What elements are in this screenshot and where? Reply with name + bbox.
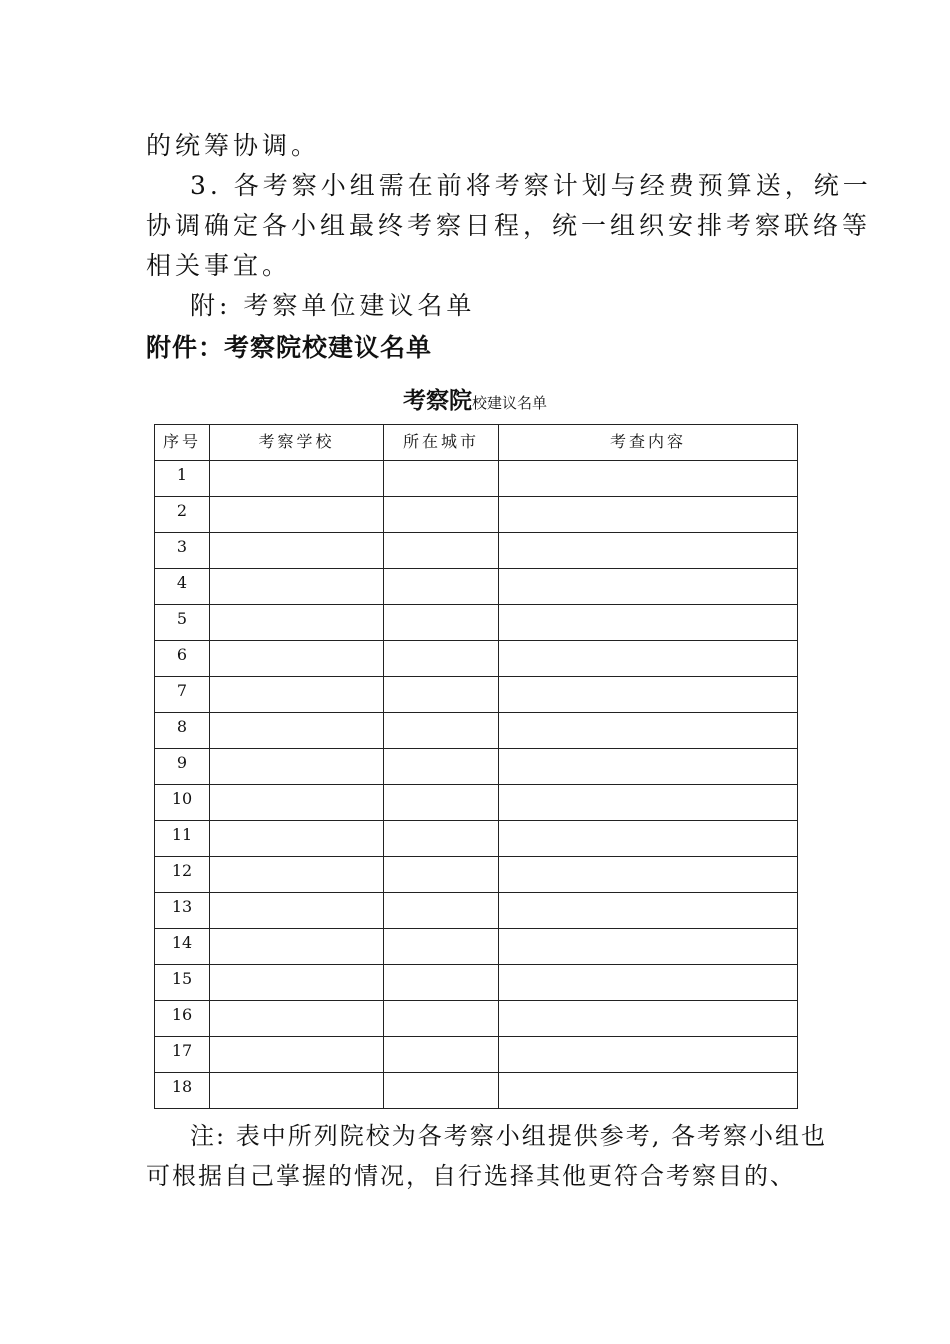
school-cell	[210, 857, 384, 893]
attachment-heading: 附件：考察院校建议名单	[146, 333, 433, 362]
table-body	[155, 461, 798, 1109]
city-cell	[384, 461, 499, 497]
table-title-main: 考察院	[402, 388, 472, 414]
content-cell	[499, 1073, 798, 1109]
table-row	[155, 821, 798, 857]
header-city: 所在城市	[384, 425, 499, 461]
table-row	[155, 569, 798, 605]
city-cell	[384, 749, 499, 785]
school-cell	[210, 713, 384, 749]
city-cell	[384, 1037, 499, 1073]
row-index: 8	[155, 713, 210, 749]
table-title	[0, 382, 950, 415]
school-list-table	[154, 424, 798, 1109]
content-cell	[499, 1001, 798, 1037]
city-cell	[384, 641, 499, 677]
table-row	[155, 965, 798, 1001]
content-cell	[499, 569, 798, 605]
city-cell	[384, 605, 499, 641]
content-cell	[499, 749, 798, 785]
school-cell	[210, 461, 384, 497]
school-cell	[210, 1037, 384, 1073]
city-cell	[384, 713, 499, 749]
row-index: 13	[155, 893, 210, 929]
school-cell	[210, 965, 384, 1001]
row-index: 14	[155, 929, 210, 965]
content-cell	[499, 641, 798, 677]
school-cell	[210, 893, 384, 929]
city-cell	[384, 569, 499, 605]
table-title-sub: 校建议名单	[471, 394, 547, 412]
content-cell	[499, 461, 798, 497]
row-index: 17	[155, 1037, 210, 1073]
table-row	[155, 461, 798, 497]
content-cell	[499, 677, 798, 713]
content-cell	[499, 857, 798, 893]
body-line-4: 相关事宜。	[146, 251, 292, 280]
note-line-2: 可根据自己掌握的情况，自行选择其他更符合考察目的、	[146, 1162, 796, 1190]
row-index: 5	[155, 605, 210, 641]
row-index: 2	[155, 497, 210, 533]
row-index: 12	[155, 857, 210, 893]
body-line-2: 3. 各考察小组需在前将考察计划与经费预算送，统一	[190, 171, 872, 200]
school-cell	[210, 497, 384, 533]
content-cell	[499, 533, 798, 569]
school-cell	[210, 749, 384, 785]
city-cell	[384, 533, 499, 569]
table-row	[155, 641, 798, 677]
content-cell	[499, 821, 798, 857]
city-cell	[384, 821, 499, 857]
city-cell	[384, 893, 499, 929]
school-cell	[210, 605, 384, 641]
content-cell	[499, 785, 798, 821]
city-cell	[384, 857, 499, 893]
row-index: 9	[155, 749, 210, 785]
row-index: 11	[155, 821, 210, 857]
header-content: 考查内容	[499, 425, 798, 461]
city-cell	[384, 677, 499, 713]
school-cell	[210, 569, 384, 605]
school-cell	[210, 1073, 384, 1109]
table-row	[155, 1073, 798, 1109]
city-cell	[384, 965, 499, 1001]
content-cell	[499, 929, 798, 965]
table-row	[155, 893, 798, 929]
table-row	[155, 785, 798, 821]
school-cell	[210, 533, 384, 569]
school-cell	[210, 929, 384, 965]
table-row	[155, 749, 798, 785]
city-cell	[384, 1001, 499, 1037]
school-cell	[210, 677, 384, 713]
city-cell	[384, 497, 499, 533]
table-row	[155, 857, 798, 893]
table-header-row	[155, 425, 798, 461]
table-row	[155, 677, 798, 713]
table-row	[155, 497, 798, 533]
city-cell	[384, 929, 499, 965]
school-cell	[210, 641, 384, 677]
note-line-1: 注: 表中所列院校为各考察小组提供参考, 各考察小组也	[190, 1122, 827, 1150]
row-index: 18	[155, 1073, 210, 1109]
body-line-1: 的统筹协调。	[146, 131, 321, 160]
content-cell	[499, 497, 798, 533]
table-row	[155, 533, 798, 569]
body-line-3: 协调确定各小组最终考察日程，统一组织安排考察联络等	[146, 211, 872, 240]
row-index: 6	[155, 641, 210, 677]
school-cell	[210, 785, 384, 821]
row-index: 3	[155, 533, 210, 569]
row-index: 1	[155, 461, 210, 497]
row-index: 4	[155, 569, 210, 605]
header-index: 序号	[155, 425, 210, 461]
city-cell	[384, 785, 499, 821]
content-cell	[499, 893, 798, 929]
table-row	[155, 605, 798, 641]
content-cell	[499, 605, 798, 641]
header-school: 考察学校	[210, 425, 384, 461]
table-row	[155, 1037, 798, 1073]
row-index: 7	[155, 677, 210, 713]
row-index: 16	[155, 1001, 210, 1037]
content-cell	[499, 713, 798, 749]
table-row	[155, 929, 798, 965]
city-cell	[384, 1073, 499, 1109]
school-cell	[210, 1001, 384, 1037]
content-cell	[499, 965, 798, 1001]
school-cell	[210, 821, 384, 857]
row-index: 15	[155, 965, 210, 1001]
table-row	[155, 713, 798, 749]
body-line-5: 附: 考察单位建议名单	[190, 291, 476, 320]
row-index: 10	[155, 785, 210, 821]
content-cell	[499, 1037, 798, 1073]
table-row	[155, 1001, 798, 1037]
